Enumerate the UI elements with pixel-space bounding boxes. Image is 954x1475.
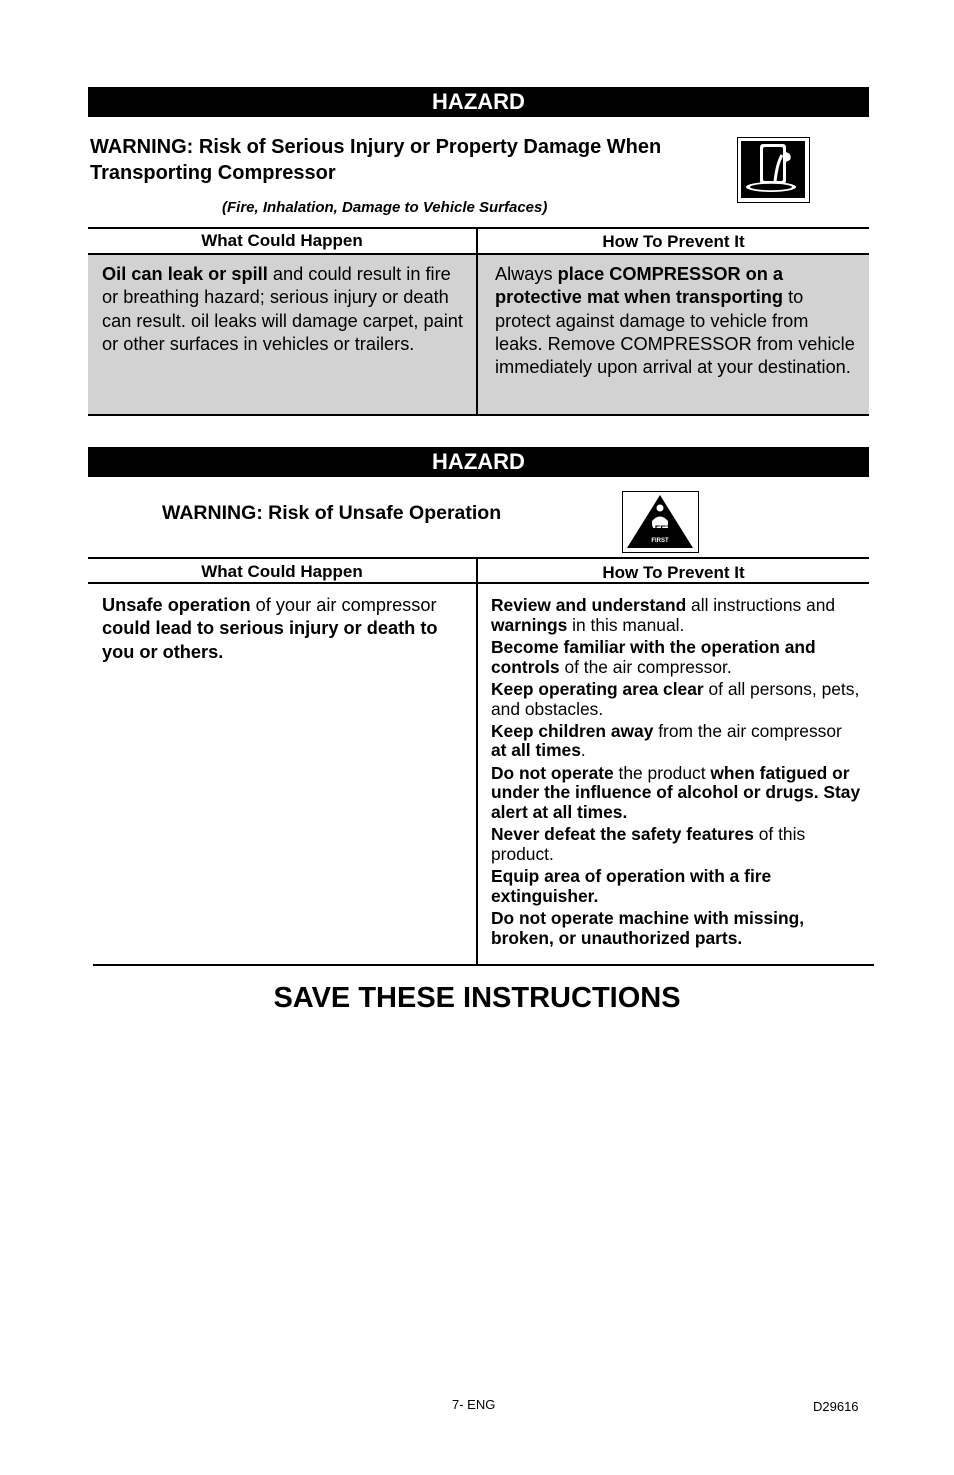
list-item <box>491 722 861 761</box>
col-what-could-happen-2: What Could Happen <box>201 562 363 581</box>
item-bold: Never defeat the safety features <box>491 824 754 845</box>
table2-divider <box>476 558 478 965</box>
item-bold: Become familiar with the operation and controls <box>491 636 816 677</box>
table2-bottom-rule <box>93 964 874 966</box>
document-code: D29616 <box>813 1399 859 1414</box>
what2-b2: could lead to serious injury or death to you or others. <box>102 618 438 662</box>
item-bold: Review and understand <box>491 595 687 615</box>
hazard-band-1: HAZARD <box>88 87 869 117</box>
item-bold: Keep operating area clear <box>491 678 704 699</box>
item-bold: Do not operate machine with missing, broken, or unauthorized parts. <box>491 908 805 948</box>
what-could-happen-text-2 <box>102 594 464 664</box>
col-how-to-prevent: How To Prevent It <box>602 232 745 251</box>
item-bold: Equip area of operation with a fire extinguisher. <box>491 866 772 906</box>
item-bold: warnings <box>491 614 568 635</box>
item-bold: Do not operate <box>491 762 614 783</box>
table1-divider <box>476 228 478 415</box>
how-to-prevent-text <box>495 263 855 379</box>
list-item <box>491 825 861 864</box>
what2-b1: Unsafe operation <box>102 595 251 615</box>
list-item <box>491 680 861 719</box>
warning-title-unsafe: WARNING: Risk of Unsafe Operation <box>162 502 502 524</box>
item-bold: Keep children away <box>491 720 654 741</box>
list-item <box>491 764 861 823</box>
how-t1: Always <box>495 264 558 284</box>
table1-bottom-rule <box>88 414 869 416</box>
what-bold: Oil can leak or spill <box>102 264 268 284</box>
list-item <box>491 909 861 948</box>
what-rest: and could result in fire or breathing hazard; serious injury or death can result. oil leaks will damage carpet, paint or other surfaces in vehicles or trailers. <box>102 264 463 354</box>
item-text: in this manual. <box>567 614 685 635</box>
how-t2: to protect against damage to vehicle from leaks. Remove COMPRESSOR from vehicle immediately upon arrival at your destination. <box>495 287 855 378</box>
save-instructions-heading: SAVE THESE INSTRUCTIONS <box>273 982 681 1014</box>
how-to-prevent-list <box>491 596 861 951</box>
table1-top-rule <box>88 227 869 229</box>
safety-first-icon <box>622 491 699 553</box>
warning-title-transport <box>90 134 661 186</box>
item-text: of all persons, pets, and obstacles. <box>491 678 860 719</box>
item-text: . <box>580 740 586 761</box>
item-text: the product <box>613 762 711 783</box>
table1-header-rule <box>88 253 869 255</box>
how-b1: place COMPRESSOR on a protective mat when transporting <box>495 264 784 308</box>
safety-icon-text2: FIRST <box>651 538 669 544</box>
safety-icon-text1: SAFETY <box>642 524 678 534</box>
list-item <box>491 638 861 677</box>
item-text: all instructions and <box>686 595 836 615</box>
col-how-to-prevent-2: How To Prevent It <box>602 563 745 582</box>
list-item <box>491 596 861 635</box>
item-text: from the air compressor <box>653 720 842 741</box>
hazard-band-2: HAZARD <box>88 447 869 477</box>
table2-top-rule <box>88 557 869 559</box>
oil-leak-icon <box>737 137 810 203</box>
what-could-happen-text <box>102 263 464 356</box>
warning-title-line1: WARNING: Risk of Serious Injury or Property Damage When <box>90 136 662 158</box>
hazard-subtitle: (Fire, Inhalation, Damage to Vehicle Surfaces) <box>222 199 548 216</box>
item-text: of this product. <box>491 824 806 864</box>
col-what-could-happen: What Could Happen <box>201 231 363 250</box>
item-bold: at all times <box>491 740 581 761</box>
what2-t1: of your air compressor <box>250 595 437 615</box>
item-text: of the air compressor. <box>559 656 732 677</box>
page-number: 7- ENG <box>452 1397 496 1412</box>
list-item <box>491 867 861 906</box>
warning-title-line2: Transporting Compressor <box>90 162 336 184</box>
item-bold: when fatigued or under the influence of alcohol or drugs. Stay alert at all times. <box>491 762 861 823</box>
